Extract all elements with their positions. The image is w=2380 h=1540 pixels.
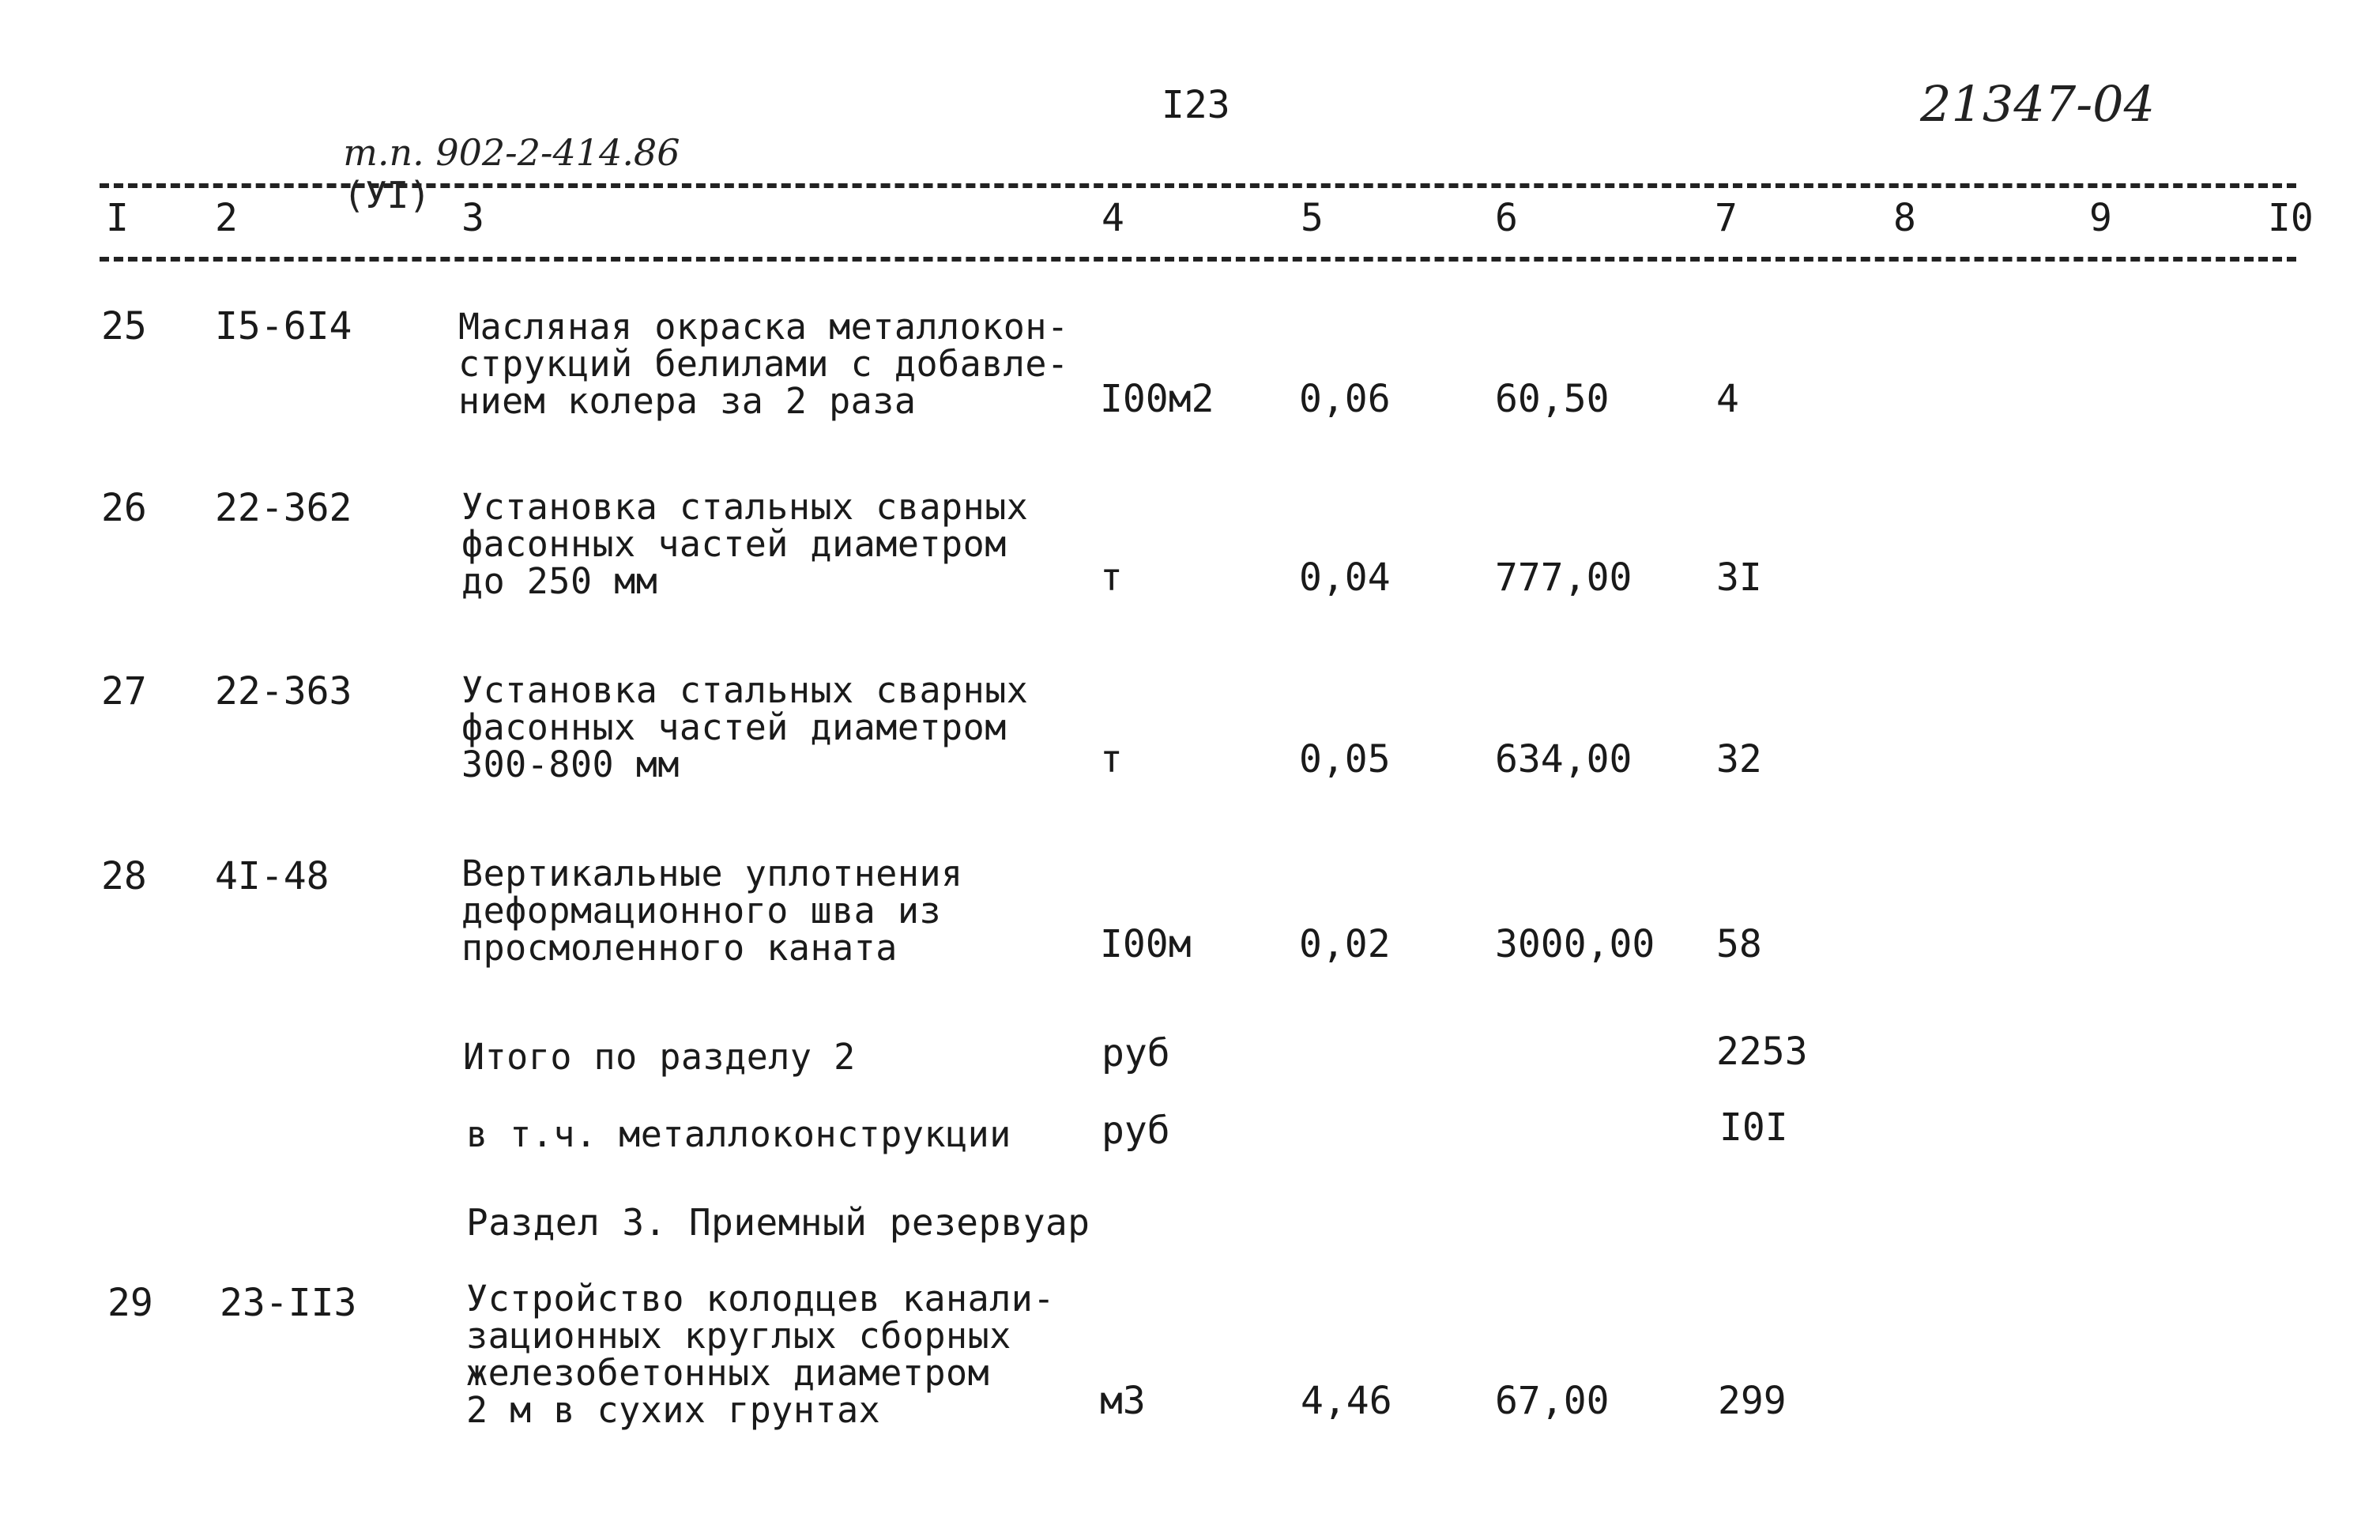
page-number: I23 <box>1162 83 1230 127</box>
document-code-suffix: (УI) <box>343 174 431 217</box>
row-number: 25 <box>101 304 147 348</box>
unit: м3 <box>1100 1379 1146 1423</box>
unit: I00м2 <box>1100 377 1214 421</box>
unit-price: 67,00 <box>1495 1379 1610 1423</box>
column-number-1: I <box>106 196 129 240</box>
header-rule-top <box>100 183 2296 188</box>
row-number: 27 <box>101 669 147 714</box>
quantity: 4,46 <box>1301 1379 1392 1423</box>
unit-price: 3000,00 <box>1495 922 1655 966</box>
column-number-2: 2 <box>215 196 238 240</box>
total-cost: 3I <box>1716 555 1762 600</box>
work-description: Устройство колодцев канали- зационных круглых сборных железобетонных диаметром 2 м в сухих грунтах <box>466 1278 1055 1431</box>
quantity: 0,02 <box>1299 922 1391 966</box>
subtotal-unit: руб <box>1102 1031 1170 1075</box>
document-code-handwritten: т.п. 902-2-414.86 <box>343 131 680 174</box>
document-code <box>320 88 680 217</box>
total-cost: 4 <box>1716 377 1739 421</box>
work-description: Вертикальные уплотнения деформационного шва из просмоленного каната <box>461 853 963 969</box>
unit-price: 777,00 <box>1495 555 1632 600</box>
subtotal-label: Итого по разделу 2 <box>463 1036 856 1078</box>
unit: I00м <box>1100 922 1192 966</box>
work-description: Установка стальных сварных фасонных частей диаметром 300-800 мм <box>461 669 1029 785</box>
subtotal-unit: руб <box>1102 1109 1170 1153</box>
column-number-5: 5 <box>1301 196 1324 240</box>
column-number-3: 3 <box>461 196 484 240</box>
rate-code: 22-362 <box>215 486 352 530</box>
subtotal-label: в т.ч. металлоконструкции <box>466 1113 1011 1155</box>
total-cost: 58 <box>1716 922 1762 966</box>
row-number: 29 <box>107 1281 153 1325</box>
rate-code: 4I-48 <box>215 854 330 898</box>
unit-price: 634,00 <box>1495 737 1632 781</box>
column-number-4: 4 <box>1102 196 1124 240</box>
total-cost: 299 <box>1718 1379 1787 1423</box>
unit-price: 60,50 <box>1495 377 1610 421</box>
rate-code: I5-6I4 <box>215 304 352 348</box>
work-description: Масляная окраска металлокон- струкций белилами с добавле- нием колера за 2 раза <box>458 306 1069 422</box>
section-title: Раздел 3. Приемный резервуар <box>466 1201 1090 1244</box>
unit: т <box>1100 737 1123 781</box>
column-number-9: 9 <box>2089 196 2112 240</box>
quantity: 0,05 <box>1299 737 1391 781</box>
quantity: 0,06 <box>1299 377 1391 421</box>
quantity: 0,04 <box>1299 555 1391 600</box>
header-rule-bottom <box>100 257 2296 262</box>
subtotal-total: 2253 <box>1716 1030 1808 1074</box>
column-number-6: 6 <box>1495 196 1518 240</box>
column-number-8: 8 <box>1893 196 1916 240</box>
subtotal-total: I0I <box>1719 1105 1788 1150</box>
unit: т <box>1100 555 1123 600</box>
rate-code: 22-363 <box>215 669 352 714</box>
total-cost: 32 <box>1716 737 1762 781</box>
column-number-10: I0 <box>2268 196 2314 240</box>
sheet-code: 21347-04 <box>1920 75 2156 133</box>
row-number: 26 <box>101 486 147 530</box>
column-number-7: 7 <box>1715 196 1738 240</box>
work-description: Установка стальных сварных фасонных частей диаметром до 250 мм <box>461 486 1029 602</box>
row-number: 28 <box>101 854 147 898</box>
rate-code: 23-II3 <box>220 1281 357 1325</box>
